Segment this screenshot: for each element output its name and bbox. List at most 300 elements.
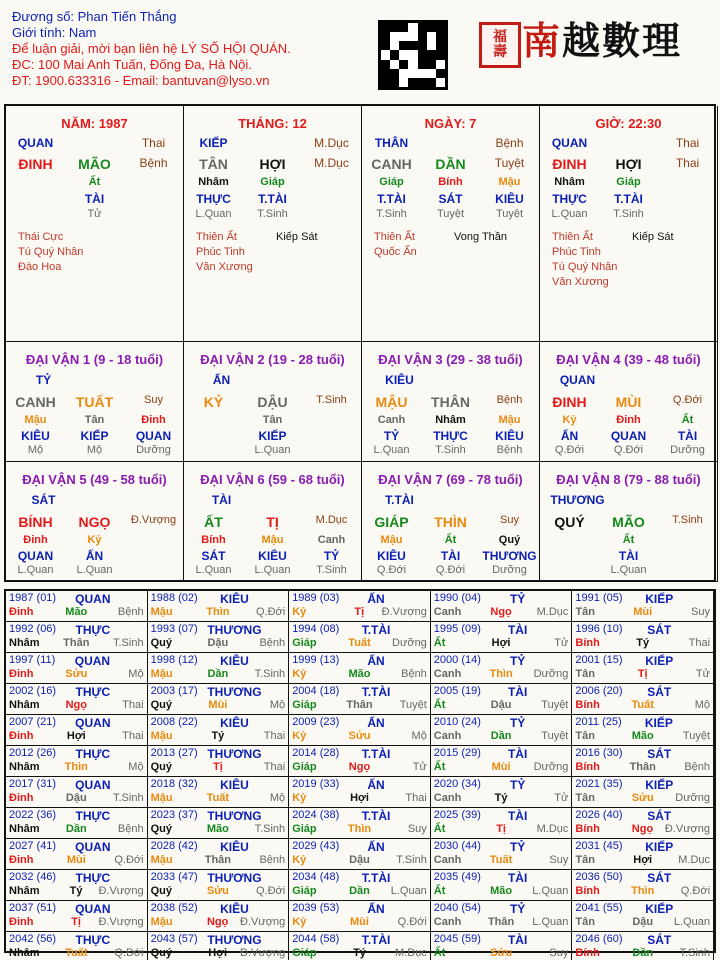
year-label: 2029 (43) [292,840,340,852]
year-pillar [434,637,569,651]
stem: Đinh [9,792,34,804]
hidden-l: L.Quan [373,444,410,456]
ten-god: QUAN [17,136,54,150]
header-info [12,9,291,89]
life-stage: Dưỡng [533,668,569,680]
extra-star: Đào Hoa [18,261,62,273]
qr-module [427,50,436,59]
stem: Kỷ [292,792,307,804]
year-header [292,809,427,823]
year-label: 2022 (36) [9,809,57,821]
spacer [599,136,658,154]
pillar-title: NGÀY: 7 [424,116,477,131]
year-header [434,623,569,637]
branch: Tị [637,668,648,680]
year-label: 2037 (51) [9,902,57,914]
life-stage: Bệnh [401,668,427,680]
year-pillar [575,761,710,775]
heavenly-stem: KỶ [203,394,224,410]
stem: Kỷ [292,730,307,742]
ten-god: KIÊU [220,716,249,730]
year-header [292,592,427,606]
hidden-s: Mậu [498,176,521,188]
branch: Tị [71,916,81,928]
hidden-s: Nhâm [198,176,229,188]
qr-module [381,32,390,41]
pillar-1 [6,106,184,342]
life-stage: Thai [263,730,286,742]
year-pillar [434,792,569,806]
qr-module [427,23,436,32]
spacer [243,136,302,154]
heavenly-stem: ĐINH [552,394,587,410]
year-cell [431,684,573,715]
year-header [9,778,144,792]
extra-star: Tú Quý Nhân [18,246,84,258]
ten-god: THƯƠNG [207,871,262,885]
row [184,564,361,582]
life-stage: Mộ [694,699,711,711]
qr-module [390,41,399,50]
year-cell [6,622,148,653]
heavenly-stem: CANH [15,394,56,410]
hidden-l: L.Quan [254,444,291,456]
hidden-s: Giáp [260,176,285,188]
year-pillar [151,668,286,682]
dai-van-1 [6,342,184,462]
ten-god: ẤN [212,373,231,387]
dai-van-title: ĐẠI VẬN 7 (69 - 78 tuổi) [378,472,523,487]
row [362,136,539,154]
qr-module [399,78,408,87]
stem: Quý [150,947,172,959]
year-cell [148,684,290,715]
year-cell [431,746,573,777]
qr-module [408,41,417,50]
qr-module [390,69,399,78]
year-cell [148,870,290,901]
hidden-g: KIẾP [258,429,287,443]
stem: Đinh [9,730,34,742]
year-label: 1995 (09) [433,623,481,635]
branch: Mùi [633,606,653,618]
row [184,208,361,226]
hidden-l: Q.Đới [613,444,644,456]
life-stage: Dưỡng [675,792,711,804]
year-pillar [9,761,144,775]
hidden-g: TỶ [323,549,340,563]
extra-stars [552,230,617,290]
ten-god: KIÊU [385,373,414,387]
stem: Giáp [292,823,317,835]
year-header [292,654,427,668]
branch: Sửu [490,947,513,959]
life-stage: Mộ [269,699,286,711]
stem: Tân [575,606,595,618]
dai-van-title: ĐẠI VẬN 5 (49 - 58 tuổi) [22,472,167,487]
year-cell [148,839,290,870]
life-stage: Đ.Vượng [381,606,427,618]
ten-god: ẤN [367,592,385,606]
life-stage: Tuyệt [399,699,427,711]
branch: Mão [206,823,229,835]
stem: Đinh [9,668,34,680]
stem: Ất [433,823,446,835]
year-cell [148,901,290,932]
year-header [292,747,427,761]
year-header [151,654,286,668]
year-header [434,840,569,854]
year-label: 1994 (08) [292,623,340,635]
life-stage: M.Dục [315,514,348,526]
stem: Bính [575,699,600,711]
row [6,394,183,412]
hidden-g: THƯƠNG [482,549,537,563]
branch: Hợi [633,854,653,866]
year-label: 1991 (05) [575,592,623,604]
stem-star: Thai [675,136,700,150]
ten-god: T.TÀI [361,871,391,885]
year-cell [148,746,290,777]
hidden-g: THỰC [552,192,587,206]
qr-module [418,69,427,78]
branch: Dậu [65,792,87,804]
year-pillar [434,916,569,930]
life-stage: Thai [122,730,144,742]
year-cell [289,622,431,653]
ten-god: TỶ [509,654,526,668]
stem: Giáp [292,699,317,711]
ten-god: THƯƠNG [207,623,262,637]
hidden-l: L.Quan [76,564,113,576]
year-label: 2027 (41) [9,840,57,852]
branch: Thân [629,761,656,773]
life-stage: Tử [695,668,711,680]
year-pillar [9,947,144,960]
year-pillar [292,947,427,960]
stem: Bính [575,947,600,959]
hidden-g: KIÊU [377,549,406,563]
qr-module [436,32,445,41]
stem: Ất [433,885,446,897]
year-label: 1997 (11) [9,654,56,666]
year-pillar [151,761,286,775]
branch: Thìn [64,761,88,773]
year-pillar [292,792,427,806]
year-cell [6,839,148,870]
year-label: 1989 (03) [292,592,340,604]
ten-god: THƯƠNG [207,747,262,761]
year-cell [289,901,431,932]
qr-module [418,41,427,50]
dai-van-2 [184,342,362,462]
spacer [124,208,183,226]
hidden-l: T.Sinh [613,208,644,220]
hidden-g: KIÊU [258,549,287,563]
year-pillar [575,730,710,744]
heavenly-stem: TÂN [199,156,228,172]
year-pillar [292,823,427,837]
branch: Tuất [206,792,230,804]
stem: Kỷ [292,668,307,680]
row [6,136,183,154]
stem: Canh [433,668,462,680]
year-label: 1992 (06) [9,623,57,635]
heavenly-stem: GIÁP [374,514,409,530]
year-label: 2028 (42) [150,840,198,852]
hidden-g: TÀI [677,429,698,443]
ten-god: TỶ [509,840,526,854]
year-cell [6,808,148,839]
branch: Thân [63,637,90,649]
hidden-l: T.Sinh [257,208,288,220]
ten-god: SÁT [647,933,672,947]
extra-star: Quốc Ấn [374,246,417,258]
life-stage: Đ.Vượng [240,947,286,959]
ten-god: TÀI [507,747,528,761]
year-label: 2042 (56) [9,933,57,945]
branch: Sửu [348,730,371,742]
branch: Thìn [631,885,655,897]
year-pillar [434,947,569,960]
life-stage: Tuyệt [541,699,569,711]
year-cell [572,777,714,808]
branch: Dậu [207,637,229,649]
year-header [575,809,710,823]
year-cell [431,839,573,870]
ten-god: ẤN [367,840,385,854]
hidden-s: Mậu [24,414,47,426]
branch: Tý [69,885,83,897]
life-stage: Bệnh [684,761,711,773]
life-stage: Q.Đới [672,394,703,406]
ten-god: SÁT [31,493,56,507]
ten-god: TÀI [507,685,528,699]
year-label: 2045 (59) [433,933,481,945]
ten-god: KIẾP [644,716,673,730]
row [6,208,183,226]
year-pillar [151,699,286,713]
stem: Nhâm [9,761,40,773]
spacer [184,444,243,462]
branch: Mùi [350,916,369,928]
stem: Giáp [292,637,317,649]
year-pillar [575,637,710,651]
hidden-s: Ất [88,176,101,188]
branch-star: Bệnh [139,156,168,170]
year-cell [289,777,431,808]
year-header [151,902,286,916]
year-header [9,840,144,854]
hidden-l: Q.Đới [376,564,407,576]
ten-god: THỰC [75,809,111,823]
hidden-s: Nhâm [435,414,466,426]
year-pillar [9,916,144,930]
heavenly-stem: ĐINH [18,156,53,172]
ten-god: KIẾP [645,778,674,792]
branch: Tuất [348,637,371,649]
year-cell [572,870,714,901]
life-stage: M.Dục [536,606,569,618]
year-header [434,716,569,730]
stem: Tân [575,792,595,804]
year-cell [289,684,431,715]
contact-note: Để luận giải, mời bạn liên hệ LÝ SỐ HỘI QUÁN. [12,41,291,56]
year-label: 2016 (30) [575,747,623,759]
hidden-s: Mậu [261,534,284,546]
ten-god: TÀI [507,623,528,637]
stem: Mậu [150,668,173,680]
dai-van-6 [184,462,362,582]
qr-module [399,60,408,69]
ten-god: KIẾP [199,136,228,150]
year-label: 2023 (37) [150,809,198,821]
year-cell [148,715,290,746]
ten-god: THỰC [75,871,111,885]
row [184,514,361,532]
ten-god: TỶ [509,902,526,916]
extra-stars [196,230,253,275]
owner-name: Đương số: Phan Tiến Thắng [12,9,177,24]
hidden-s: Giáp [379,176,404,188]
year-cell [6,777,148,808]
hidden-g: T.TÀI [377,192,406,206]
year-cell [431,932,573,960]
heavenly-stem: CANH [371,156,412,172]
year-label: 2043 (57) [150,933,198,945]
earthly-branch: MÃO [78,156,111,172]
year-pillar [434,854,569,868]
qr-module [399,50,408,59]
year-header [151,685,286,699]
year-label: 1999 (13) [292,654,340,666]
branch: Tị [354,606,365,618]
extra-star: Phúc Tinh [196,246,245,258]
branch: Thìn [489,668,513,680]
year-header [292,871,427,885]
ten-god: TỶ [509,778,526,792]
year-cell [6,746,148,777]
address: ĐC: 100 Mai Anh Tuấn, Đống Đa, Hà Nội. [12,57,252,72]
heavenly-stem: ẤT [204,514,223,530]
year-pillar [151,730,286,744]
hidden-l: L.Quan [254,564,291,576]
year-label: 2038 (52) [150,902,198,914]
year-label: 2013 (27) [150,747,198,759]
stem: Canh [433,730,462,742]
stem: Quý [150,699,172,711]
life-stage: Đ.Vượng [98,885,144,897]
branch: Mùi [491,761,511,773]
year-cell [572,715,714,746]
qr-module [408,50,417,59]
ten-god: TỶ [509,716,526,730]
year-cell [6,653,148,684]
life-stage: Tuyệt [541,730,569,742]
year-label: 2046 (60) [575,933,623,945]
branch: Dậu [490,699,512,711]
life-stage: Q.Đới [114,854,144,866]
ten-god: THỰC [75,685,111,699]
branch: Ngọ [65,699,87,711]
branch: Mùi [208,699,228,711]
spacer [65,136,124,154]
extra-star: Kiếp Sát [276,231,318,243]
hidden-g: KIẾP [80,429,109,443]
ten-god: QUAN [75,840,111,854]
year-label: 2032 (46) [9,871,57,883]
pillars-grid [4,104,716,582]
qr-module [408,69,417,78]
stem: Bính [575,637,600,649]
branch: Tý [636,637,650,649]
branch: Hợi [491,637,511,649]
earthly-branch: TỊ [266,514,279,530]
hidden-s: Ất [681,414,694,426]
annual-luck-table [4,589,716,959]
branch: Mão [348,668,371,680]
year-pillar [434,668,569,682]
stem: Ất [433,761,446,773]
life-stage: Bệnh [117,606,144,618]
year-label: 2011 (25) [575,716,622,728]
hidden-s: Đinh [23,534,48,546]
heavenly-stem: ĐINH [552,156,587,172]
year-header [151,933,286,947]
year-header [434,654,569,668]
hidden-s: Kỷ [87,534,102,546]
hidden-g: ẤN [560,429,579,443]
heavenly-stem: QUÝ [554,514,585,530]
life-stage: Mộ [128,761,144,773]
branch: Tý [494,792,508,804]
year-label: 2026 (40) [575,809,623,821]
year-pillar [292,699,427,713]
spacer [302,208,361,226]
year-pillar [575,916,710,930]
branch: Dần [490,730,512,742]
ten-god: QUAN [74,654,111,668]
extra-star: Kiếp Sát [632,231,674,243]
hidden-s: Ất [444,534,457,546]
stem: Quý [150,637,172,649]
year-header [434,592,569,606]
life-stage: Thai [688,637,711,649]
stem: Nhâm [9,637,40,649]
life-stage: Mộ [269,792,286,804]
dai-van-title: ĐẠI VẬN 6 (59 - 68 tuổi) [200,472,345,487]
hidden-s: Giáp [616,176,641,188]
year-cell [431,901,573,932]
row [6,444,183,462]
qr-module [436,41,445,50]
year-pillar [151,854,286,868]
stem-star: Thai [141,136,166,150]
seal-stamp-icon: 福 壽 [479,22,521,68]
ten-god: SÁT [647,747,672,761]
qr-module [381,69,390,78]
year-header [151,592,286,606]
branch: Dần [632,947,654,959]
year-cell [289,591,431,622]
hidden-l: Dưỡng [136,444,171,456]
qr-module [427,78,436,87]
year-pillar [292,730,427,744]
branch: Hợi [66,730,86,742]
year-pillar [9,668,144,682]
earthly-branch: HỢI [615,156,642,172]
ten-god: T.TÀI [361,933,391,947]
